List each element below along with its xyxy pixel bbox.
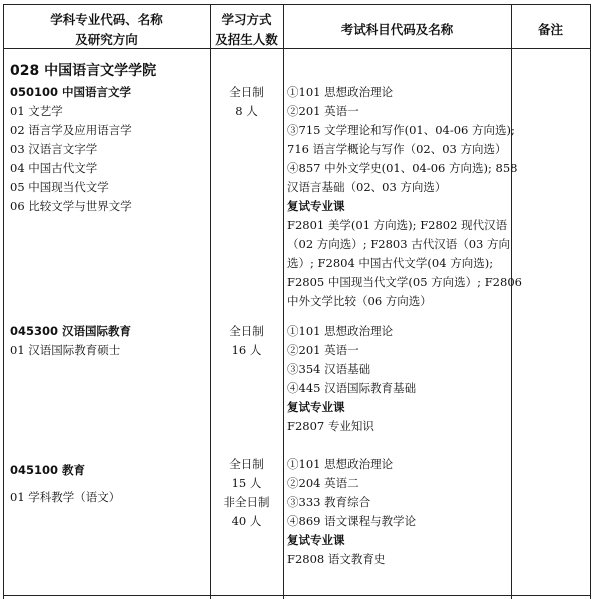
exam-item: ②204 英语二 [287,476,359,490]
program-title: 050100 中国语言文学 [10,85,132,99]
admissions-table [3,4,591,599]
retest-label: 复试专业课 [287,533,345,547]
table-border-right [590,4,591,599]
study-mode-type: 非全日制 [223,495,270,509]
exam-item: ④869 语文课程与教学论 [287,514,417,528]
study-mode-type: 全日制 [229,324,264,338]
exam-item: ③354 汉语基础 [287,362,371,376]
program-title: 045100 教育 [10,463,86,477]
study-mode [210,455,283,531]
header-program-line1: 学科专业代码、名称 [50,12,163,27]
direction-item: 06 比较文学与世界文学 [10,199,132,213]
table-border-top [3,4,591,5]
exam-item: ③333 教育综合 [287,495,371,509]
retest-item: F2801 美学(01 方向选); F2802 现代汉语 [287,218,508,232]
exam-item: ④445 汉语国际教育基础 [287,381,417,395]
exam-item: ②201 英语一 [287,104,359,118]
retest-item: F2805 中国现当代文学(05 方向选）; F2806 [287,275,522,289]
retest-item: （02 方向选）; F2803 古代汉语（03 方向 [287,237,511,251]
exam-subjects [287,83,522,311]
retest-item: F2807 专业知识 [287,419,374,433]
exam-subjects [287,455,416,569]
enrollment-count: 15 人 [231,476,262,490]
retest-label: 复试专业课 [287,400,345,414]
direction-item: 04 中国古代文学 [10,161,98,175]
program-title: 045300 汉语国际教育 [10,324,132,338]
direction-item: 01 汉语国际教育硕士 [10,343,121,357]
direction-item: 01 文艺学 [10,104,63,118]
retest-item: 中外文学比较（06 方向选） [287,294,432,308]
enrollment-count: 16 人 [231,343,262,357]
retest-item: F2808 语文教育史 [287,552,386,566]
study-mode-type: 全日制 [229,457,264,471]
study-mode [210,83,283,121]
exam-item: 汉语言基础（02、03 方向选） [287,180,447,194]
direction-item: 02 语言学及应用语言学 [10,123,132,137]
program-block [10,83,132,216]
column-divider [283,4,284,599]
program-block [10,322,131,360]
exam-item: ③715 文学理论和写作(01、04-06 方向选); [287,123,515,137]
exam-item: ②201 英语一 [287,343,359,357]
header-notes: 备注 [537,22,563,37]
header-program-line2: 及研究方向 [75,32,138,47]
header-mode-line2: 及招生人数 [215,32,278,47]
direction-item: 05 中国现当代文学 [10,180,109,194]
exam-item: ①101 思想政治理论 [287,324,394,338]
exam-item: ④857 中外文学史(01、04-06 方向选); 858 [287,161,518,175]
exam-item: ①101 思想政治理论 [287,85,394,99]
program-block [10,461,120,507]
exam-item: ①101 思想政治理论 [287,457,394,471]
retest-item: 选）; F2804 中国古代文学(04 方向选); [287,256,494,270]
exam-subjects [287,322,416,436]
header-program [3,10,210,50]
header-mode-line1: 学习方式 [221,12,272,27]
header-mode [210,10,283,50]
college-title: 028 中国语言文学学院 [10,63,157,79]
table-border-bottom [3,595,591,596]
exam-item: 716 语言学概论与写作（02、03 方向选） [287,142,507,156]
header-exams: 考试科目代码及名称 [340,22,454,37]
study-mode [210,322,283,360]
enrollment-count: 8 人 [235,104,258,118]
direction-item: 01 学科教学（语文） [10,490,121,504]
study-mode-type: 全日制 [229,85,264,99]
direction-item: 03 汉语言文字学 [10,142,98,156]
retest-label: 复试专业课 [287,199,345,213]
table-border-left [3,4,4,599]
enrollment-count: 40 人 [231,514,262,528]
